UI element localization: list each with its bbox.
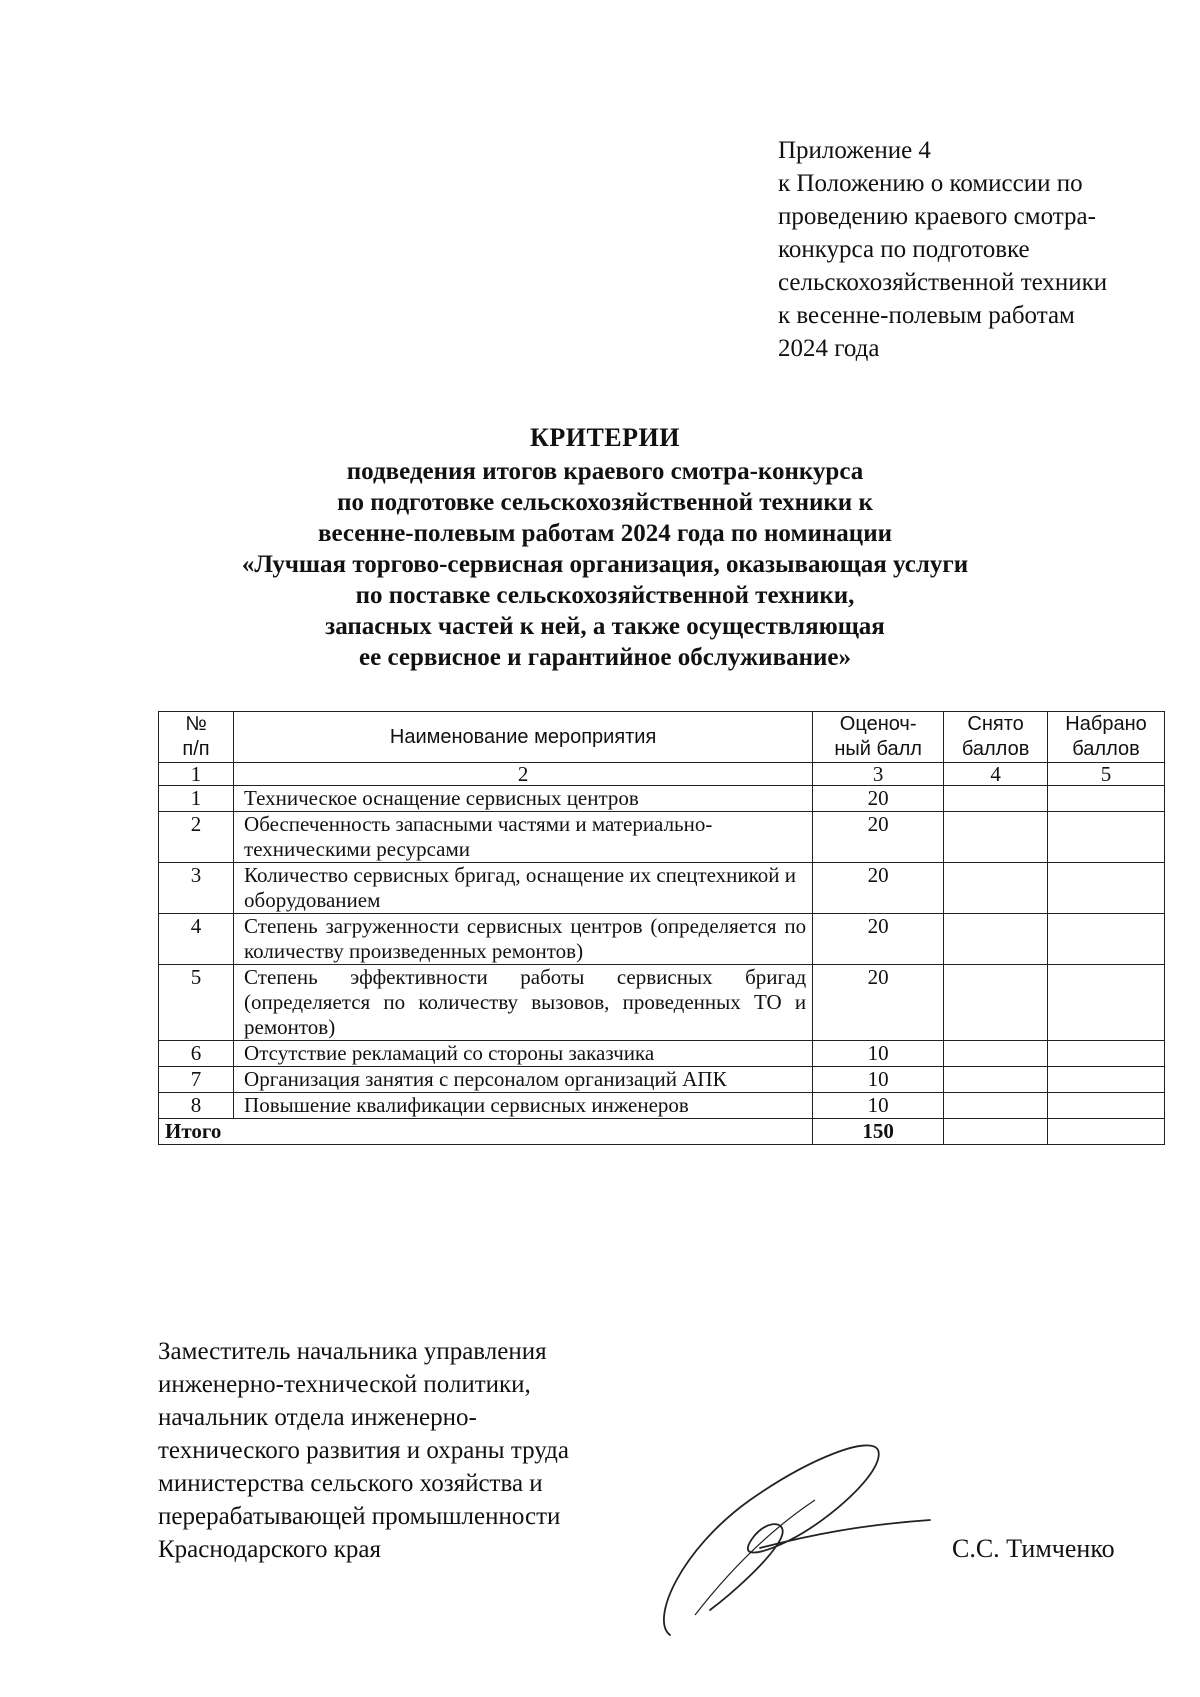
row-got xyxy=(1048,914,1165,965)
signer-position: Заместитель начальника управления инженерно-технической политики, начальник отдела инженерно- технического развития и охраны труда министерства сельского хозяйства и перерабатывающей промышленности Краснодарского края xyxy=(158,1338,569,1563)
total-got xyxy=(1048,1119,1165,1145)
index-cell: 5 xyxy=(1048,763,1165,786)
row-num: 6 xyxy=(159,1041,234,1067)
row-num: 3 xyxy=(159,863,234,914)
row-score: 20 xyxy=(813,914,944,965)
row-name: Техническое оснащение сервисных центров xyxy=(234,786,813,812)
table-header-row xyxy=(159,712,1165,763)
row-taken xyxy=(944,1041,1048,1067)
table-row xyxy=(159,863,1165,914)
row-taken xyxy=(944,1067,1048,1093)
table-row xyxy=(159,1041,1165,1067)
table-row xyxy=(159,914,1165,965)
row-got xyxy=(1048,786,1165,812)
row-num: 8 xyxy=(159,1093,234,1119)
header-num: № п/п xyxy=(159,712,234,763)
row-taken xyxy=(944,965,1048,1041)
table-row xyxy=(159,1067,1165,1093)
index-cell: 4 xyxy=(944,763,1048,786)
signer-name: С.С. Тимченко xyxy=(952,1534,1115,1563)
table-row xyxy=(159,786,1165,812)
row-taken xyxy=(944,812,1048,863)
row-got xyxy=(1048,1093,1165,1119)
row-name: Организация занятия с персоналом организаций АПК xyxy=(234,1067,813,1093)
row-num: 5 xyxy=(159,965,234,1041)
row-name: Степень загруженности сервисных центров (определяется по количеству произведенных ремонтов) xyxy=(234,914,813,965)
document-title-block xyxy=(150,420,1060,673)
row-got xyxy=(1048,1067,1165,1093)
row-taken xyxy=(944,863,1048,914)
row-score: 20 xyxy=(813,863,944,914)
row-num: 1 xyxy=(159,786,234,812)
row-score: 20 xyxy=(813,965,944,1041)
row-num: 2 xyxy=(159,812,234,863)
total-score: 150 xyxy=(813,1119,944,1145)
header-name: Наименование мероприятия xyxy=(234,712,813,763)
total-row xyxy=(159,1119,1165,1145)
row-score: 20 xyxy=(813,786,944,812)
row-name: Отсутствие рекламаций со стороны заказчика xyxy=(234,1041,813,1067)
row-name: Обеспеченность запасными частями и материально-техническими ресурсами xyxy=(234,812,813,863)
document-subtitle: подведения итогов краевого смотра-конкурса по подготовке сельскохозяйственной техники к весенне-полевым работам 2024 года по номинации «Лучшая торгово-сервисная организация, оказывающая услуги по поставке сельскохозяйственной техники, запасных частей к ней, а также осуществляющая ее сервисное и гарантийное обслуживание» xyxy=(241,458,969,671)
index-cell: 1 xyxy=(159,763,234,786)
row-taken xyxy=(944,786,1048,812)
row-taken xyxy=(944,914,1048,965)
total-label: Итого xyxy=(159,1119,813,1145)
row-got xyxy=(1048,965,1165,1041)
document-title: КРИТЕРИИ xyxy=(530,423,680,452)
row-score: 10 xyxy=(813,1093,944,1119)
row-got xyxy=(1048,812,1165,863)
table-row xyxy=(159,812,1165,863)
column-index-row xyxy=(159,763,1165,786)
index-cell: 3 xyxy=(813,763,944,786)
header-taken: Снято баллов xyxy=(944,712,1048,763)
row-got xyxy=(1048,1041,1165,1067)
row-got xyxy=(1048,863,1165,914)
appendix-note: Приложение 4 к Положению о комиссии по проведению краевого смотра- конкурса по подготовке сельскохозяйственной техники к весенне-полевым работам 2024 года xyxy=(778,137,1108,362)
row-taken xyxy=(944,1093,1048,1119)
row-name: Степень эффективности работы сервисных бригад (определяется по количеству вызовов, проведенных ТО и ремонтов) xyxy=(234,965,813,1041)
row-name: Количество сервисных бригад, оснащение их спецтехникой и оборудованием xyxy=(234,863,813,914)
row-name: Повышение квалификации сервисных инженеров xyxy=(234,1093,813,1119)
header-got: Набрано баллов xyxy=(1048,712,1165,763)
row-num: 4 xyxy=(159,914,234,965)
table-row xyxy=(159,965,1165,1041)
criteria-table xyxy=(158,711,1165,1145)
total-taken xyxy=(944,1119,1048,1145)
row-score: 10 xyxy=(813,1067,944,1093)
table-row xyxy=(159,1093,1165,1119)
row-score: 20 xyxy=(813,812,944,863)
row-score: 10 xyxy=(813,1041,944,1067)
row-num: 7 xyxy=(159,1067,234,1093)
header-score: Оценоч- ный балл xyxy=(813,712,944,763)
index-cell: 2 xyxy=(234,763,813,786)
handwritten-signature xyxy=(640,1430,940,1650)
